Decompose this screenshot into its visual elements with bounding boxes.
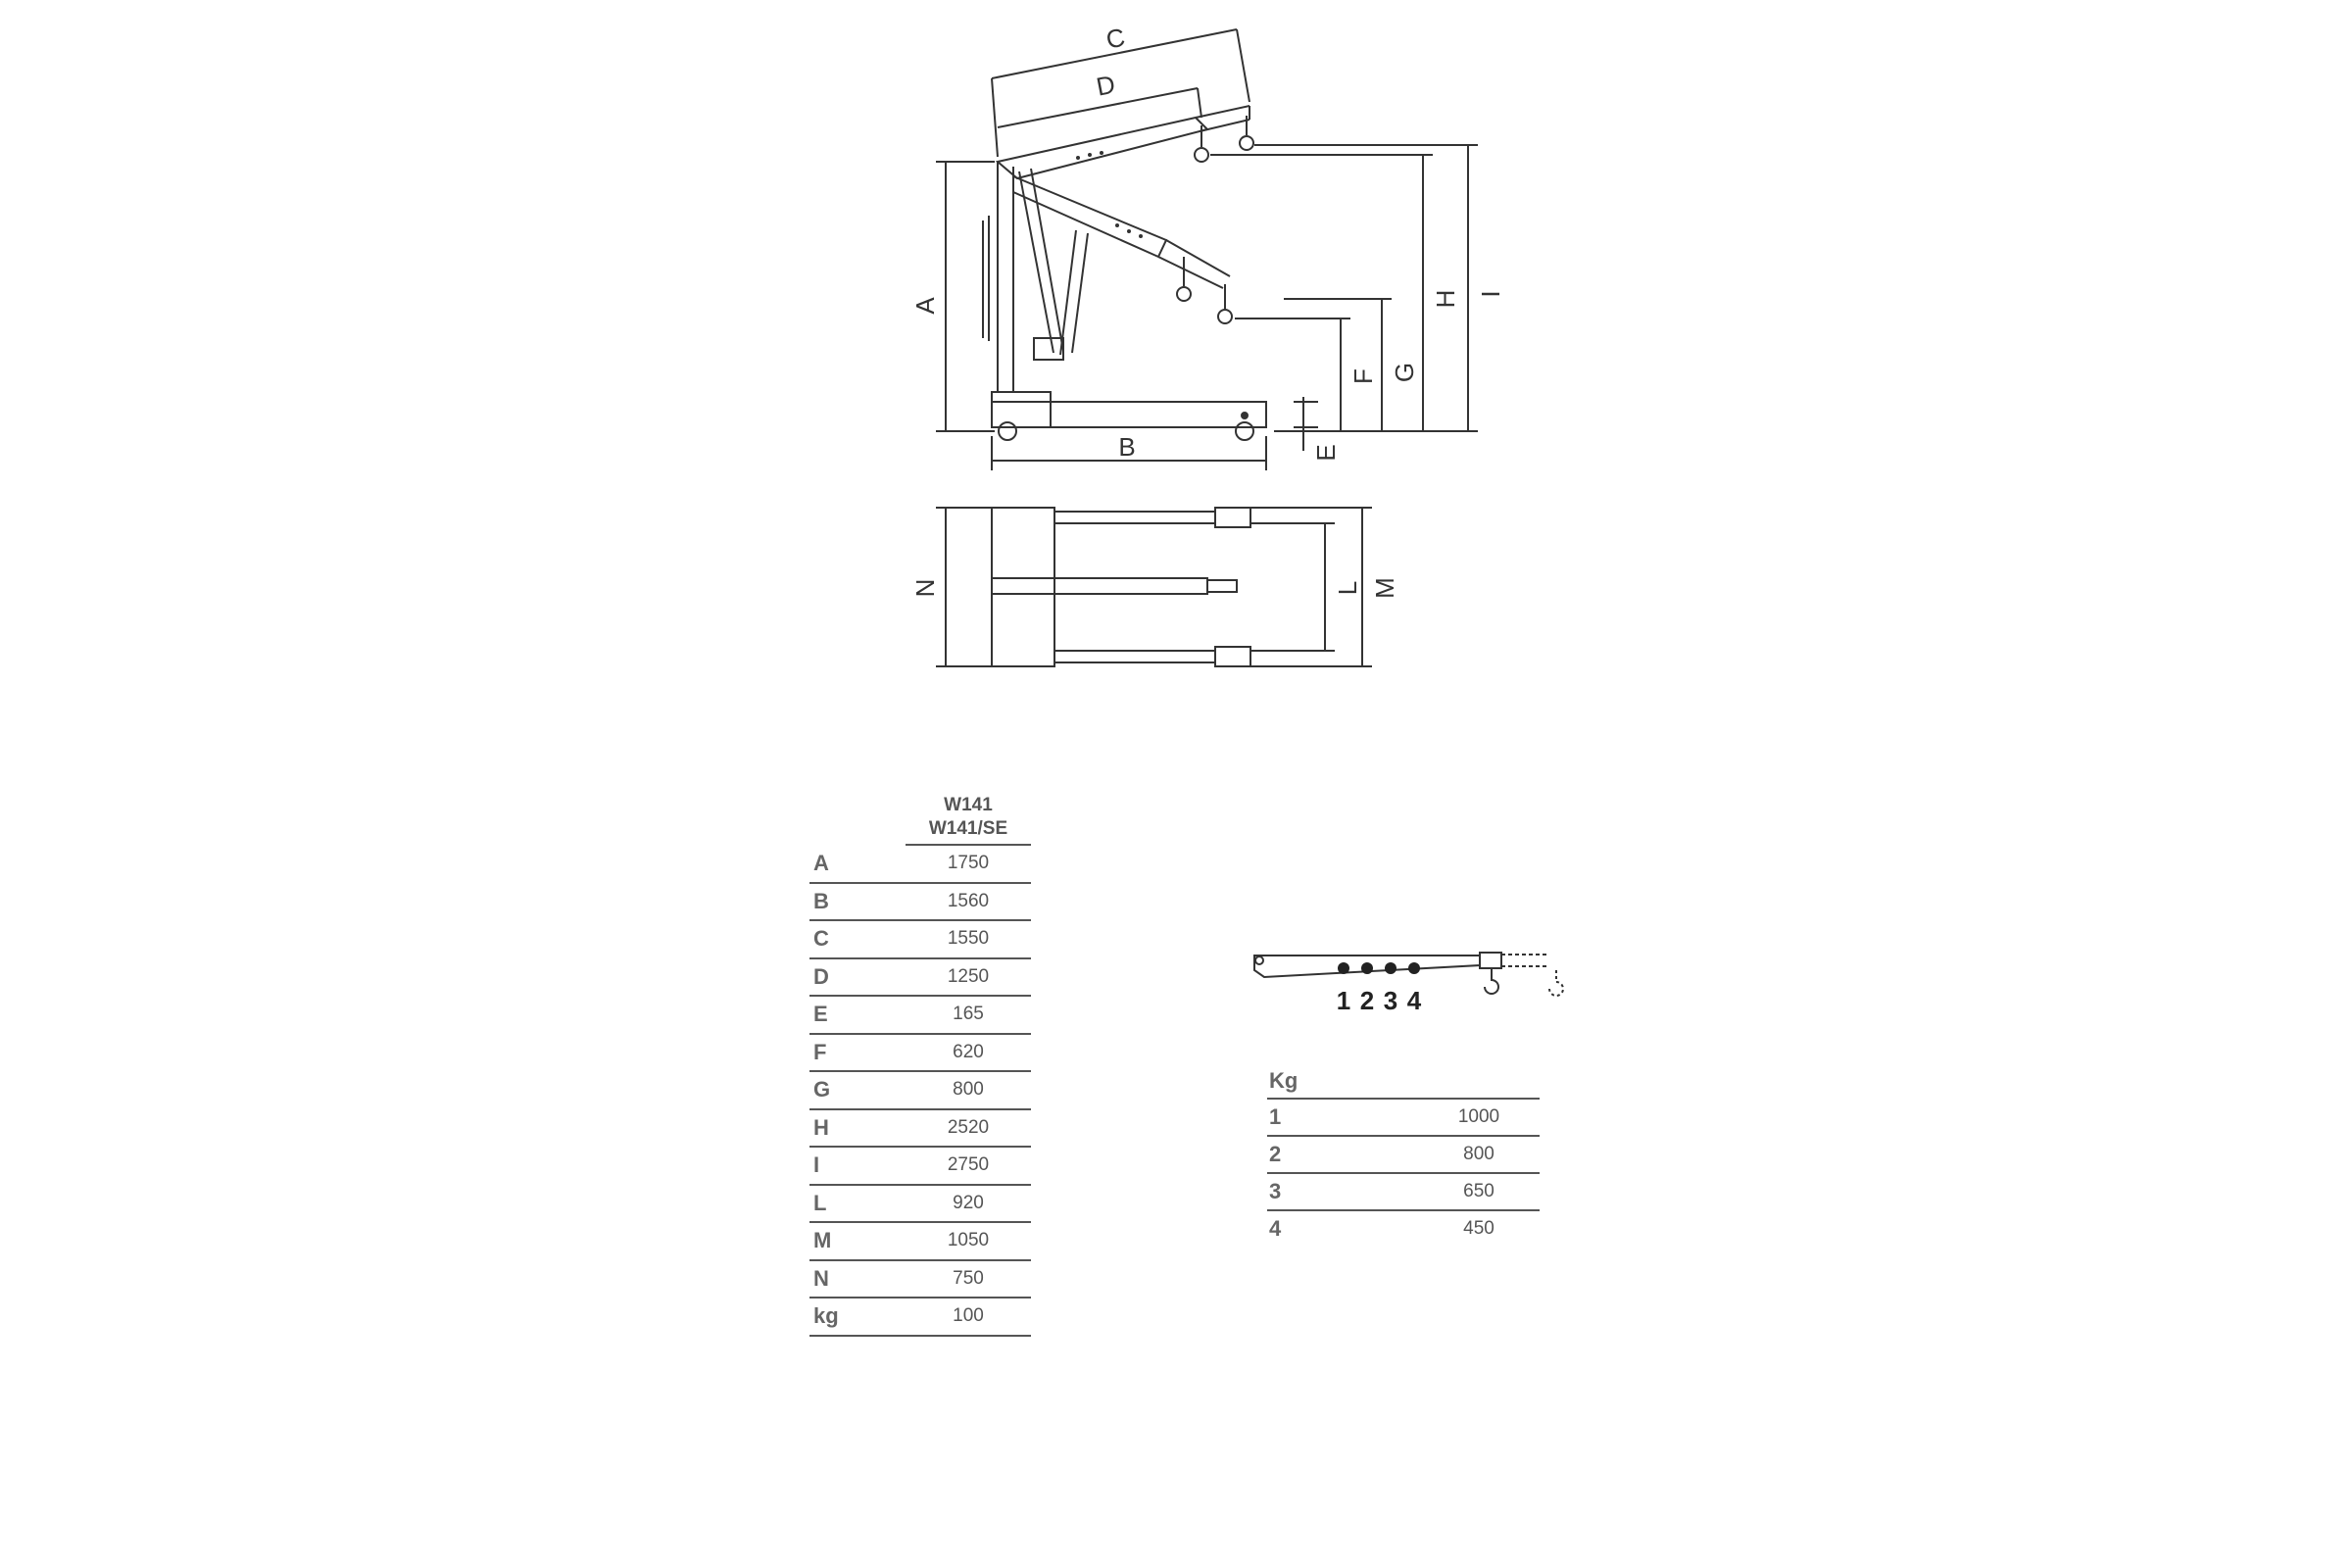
dim-label: F (1348, 368, 1378, 384)
row-key: 3 (1267, 1173, 1418, 1210)
load-capacity-table (1267, 1058, 1540, 1247)
row-value: 165 (906, 996, 1031, 1034)
table-row (809, 996, 1031, 1034)
position-number: 1 (1336, 986, 1351, 1015)
row-value: 1250 (906, 958, 1031, 997)
table-row (809, 883, 1031, 921)
model-header: W141 W141/SE (906, 794, 1031, 845)
base-block (992, 392, 1051, 427)
load-table-body (1267, 1099, 1540, 1247)
row-key: M (809, 1222, 906, 1260)
top-view-boom (992, 578, 1207, 594)
dim-label: N (910, 578, 940, 598)
row-value: 2750 (906, 1147, 1031, 1185)
row-key: B (809, 883, 906, 921)
row-value: 650 (1418, 1173, 1540, 1210)
row-key: 2 (1267, 1136, 1418, 1173)
row-value: 1550 (906, 920, 1031, 958)
table-row (809, 958, 1031, 997)
row-key: kg (809, 1298, 906, 1336)
dim-label: G (1390, 362, 1419, 383)
row-key: L (809, 1185, 906, 1223)
table-row (1267, 1210, 1540, 1247)
row-key: H (809, 1109, 906, 1148)
position-number: 3 (1383, 986, 1398, 1015)
dim-label: H (1431, 289, 1460, 309)
row-key: F (809, 1034, 906, 1072)
row-value: 1750 (906, 845, 1031, 883)
row-value: 620 (906, 1034, 1031, 1072)
row-value: 750 (906, 1260, 1031, 1298)
table-row (809, 920, 1031, 958)
table-row (809, 1109, 1031, 1148)
table-row (809, 1071, 1031, 1109)
dim-label: L (1333, 580, 1362, 596)
table-row (809, 1260, 1031, 1298)
table-row (809, 1185, 1031, 1223)
row-key: A (809, 845, 906, 883)
row-value: 2520 (906, 1109, 1031, 1148)
row-value: 450 (1463, 1218, 1494, 1239)
position-number: 2 (1359, 986, 1375, 1015)
dim-label: M (1370, 577, 1399, 599)
row-key: 1 (1267, 1099, 1418, 1136)
position-number: 4 (1406, 986, 1422, 1015)
table-row (809, 1222, 1031, 1260)
hook-dashed (1549, 970, 1563, 996)
table-row (809, 1034, 1031, 1072)
row-value: 1560 (906, 883, 1031, 921)
table-row (1267, 1136, 1540, 1173)
table-row (809, 845, 1031, 883)
dim-label: B (1118, 432, 1136, 462)
row-value: 1000 (1418, 1099, 1540, 1136)
dim-label: A (910, 297, 940, 315)
top-view-base (992, 508, 1054, 666)
unit-header: Kg (1267, 1058, 1418, 1099)
dim-label: C (1103, 22, 1128, 55)
row-key: E (809, 996, 906, 1034)
row-key: D (809, 958, 906, 997)
row-value: 800 (906, 1071, 1031, 1109)
table-header-row (809, 794, 1031, 845)
dim-label: I (1476, 290, 1505, 298)
table-row (809, 1298, 1031, 1336)
boom-raised (998, 118, 1207, 178)
table-row (809, 1147, 1031, 1185)
table-header-row (1267, 1058, 1540, 1099)
row-key: G (809, 1071, 906, 1109)
row-key: 4 (1269, 1216, 1282, 1241)
row-value: 800 (1418, 1136, 1540, 1173)
row-value: 100 (906, 1298, 1031, 1336)
dim-label: E (1311, 444, 1341, 462)
table-row (1267, 1099, 1540, 1136)
table-row (1267, 1173, 1540, 1210)
row-value: 920 (906, 1185, 1031, 1223)
row-key: N (809, 1260, 906, 1298)
row-key: I (809, 1147, 906, 1185)
dimension-table (809, 794, 1031, 1337)
row-key: C (809, 920, 906, 958)
base-leg (992, 402, 1266, 427)
dimension-table-body (809, 845, 1031, 1336)
dim-label: D (1094, 69, 1118, 102)
boom-lowered (1013, 176, 1166, 257)
front-wheel (1236, 422, 1253, 440)
rear-wheel (999, 422, 1016, 440)
hook-solid (1485, 968, 1498, 994)
row-value: 1050 (906, 1222, 1031, 1260)
